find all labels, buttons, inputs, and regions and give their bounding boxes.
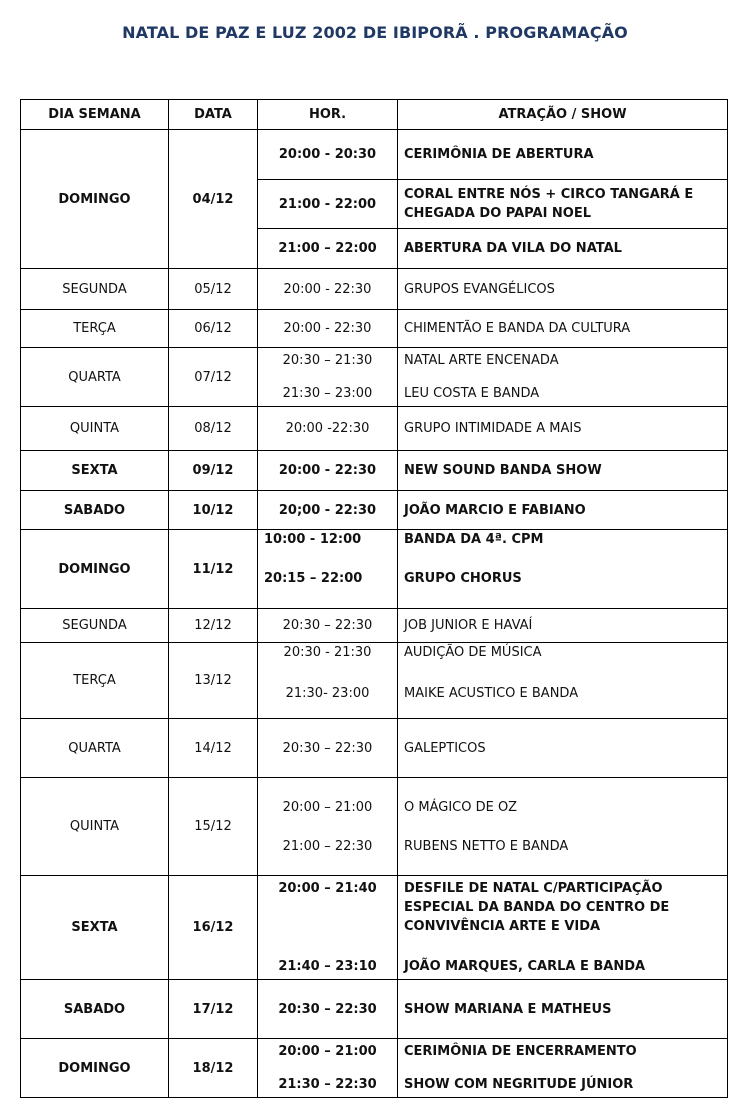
time-cell: 20:30 – 22:30 [258, 980, 398, 1039]
day-cell: SEXTA [21, 451, 169, 491]
header-show: ATRAÇÃO / SHOW [398, 100, 728, 130]
date-cell: 14/12 [169, 719, 258, 778]
time-slot-2: 21:30 – 23:00 [282, 386, 373, 401]
day-cell: SABADO [21, 491, 169, 530]
time-cell: 20:00 - 22:30 [258, 451, 398, 491]
show-cell: GRUPOS EVANGÉLICOS [398, 269, 728, 310]
time-cell: 21:00 - 22:00 [258, 180, 398, 229]
show-cell [398, 876, 728, 980]
day-cell: QUARTA [21, 719, 169, 778]
time-slot-2: 20:15 – 22:00 [264, 571, 363, 586]
time-cell: 20:30 – 22:30 [258, 719, 398, 778]
time-cell [258, 876, 398, 980]
table-row [21, 348, 728, 407]
show-slot-1: CERIMÔNIA DE ENCERRAMENTO [404, 1044, 637, 1059]
time-cell [258, 778, 398, 876]
show-cell: CERIMÔNIA DE ABERTURA [398, 130, 728, 180]
show-cell: GALEPTICOS [398, 719, 728, 778]
day-cell: SABADO [21, 980, 169, 1039]
table-row [21, 719, 728, 778]
time-cell: 20:00 - 20:30 [258, 130, 398, 180]
header-time: HOR. [258, 100, 398, 130]
show-cell: JOÃO MARCIO E FABIANO [398, 491, 728, 530]
table-row [21, 643, 728, 719]
schedule-table [20, 99, 728, 1098]
time-slot-2: 21:30 – 22:30 [278, 1077, 377, 1092]
table-row [21, 876, 728, 980]
date-cell: 16/12 [169, 876, 258, 980]
show-cell: SHOW MARIANA E MATHEUS [398, 980, 728, 1039]
date-cell: 04/12 [169, 130, 258, 269]
page-title: NATAL DE PAZ E LUZ 2002 DE IBIPORÃ . PROGRAMAÇÃO [122, 23, 628, 42]
table-row [21, 491, 728, 530]
table-row [21, 980, 728, 1039]
date-cell: 15/12 [169, 778, 258, 876]
header-row [21, 100, 728, 130]
show-cell: GRUPO INTIMIDADE A MAIS [398, 407, 728, 451]
show-slot-1: AUDIÇÃO DE MÚSICA [404, 645, 542, 660]
time-slot-1: 10:00 - 12:00 [264, 532, 362, 547]
time-slot-1: 20:30 - 21:30 [283, 645, 372, 660]
time-slot-2: 21:00 – 22:30 [282, 838, 373, 854]
show-slot-2: MAIKE ACUSTICO E BANDA [404, 686, 579, 701]
day-cell: TERÇA [21, 310, 169, 348]
show-slot-2: JOÃO MARQUES, CARLA E BANDA [404, 959, 646, 974]
show-cell [398, 778, 728, 876]
show-cell [398, 530, 728, 609]
show-slot-2: GRUPO CHORUS [404, 571, 522, 586]
day-cell: DOMINGO [21, 1039, 169, 1098]
date-cell: 05/12 [169, 269, 258, 310]
table-row [21, 407, 728, 451]
time-cell: 20:30 – 22:30 [258, 609, 398, 643]
header-day: DIA SEMANA [21, 100, 169, 130]
date-cell: 18/12 [169, 1039, 258, 1098]
day-cell: SEXTA [21, 876, 169, 980]
time-cell: 20:00 - 22:30 [258, 269, 398, 310]
time-cell: 20:00 -22:30 [258, 407, 398, 451]
time-cell: 20;00 - 22:30 [258, 491, 398, 530]
show-cell: NEW SOUND BANDA SHOW [398, 451, 728, 491]
day-cell: TERÇA [21, 643, 169, 719]
day-cell: SEGUNDA [21, 609, 169, 643]
show-cell: CHIMENTÃO E BANDA DA CULTURA [398, 310, 728, 348]
time-cell [258, 348, 398, 407]
time-slot-2: 21:30- 23:00 [285, 686, 370, 701]
date-cell: 13/12 [169, 643, 258, 719]
show-cell [398, 643, 728, 719]
time-slot-1: 20:00 – 21:00 [278, 1044, 377, 1059]
table-row [21, 530, 728, 609]
date-cell: 12/12 [169, 609, 258, 643]
time-slot-1: 20:30 – 21:30 [282, 353, 373, 368]
show-cell: JOB JUNIOR E HAVAÍ [398, 609, 728, 643]
date-cell: 10/12 [169, 491, 258, 530]
date-cell: 08/12 [169, 407, 258, 451]
date-cell: 17/12 [169, 980, 258, 1039]
table-row [21, 269, 728, 310]
table-row [21, 609, 728, 643]
time-cell [258, 1039, 398, 1098]
time-cell [258, 530, 398, 609]
show-slot-1: O MÁGICO DE OZ [404, 799, 518, 815]
time-cell: 21:00 – 22:00 [258, 229, 398, 269]
show-cell: ABERTURA DA VILA DO NATAL [398, 229, 728, 269]
date-cell: 11/12 [169, 530, 258, 609]
day-cell: QUARTA [21, 348, 169, 407]
show-slot-1: DESFILE DE NATAL C/PARTICIPAÇÃO ESPECIAL DA BANDA DO CENTRO DE CONVIVÊNCIA ARTE E VIDA [404, 881, 670, 934]
show-slot-2: LEU COSTA E BANDA [404, 386, 540, 401]
show-slot-1: BANDA DA 4ª. CPM [404, 532, 544, 547]
show-slot-2: SHOW COM NEGRITUDE JÚNIOR [404, 1077, 634, 1092]
show-cell [398, 1039, 728, 1098]
show-cell [398, 348, 728, 407]
day-cell: DOMINGO [21, 530, 169, 609]
time-slot-2: 21:40 – 23:10 [278, 959, 377, 974]
day-cell: QUINTA [21, 407, 169, 451]
date-cell: 06/12 [169, 310, 258, 348]
table-row [21, 451, 728, 491]
time-slot-1: 20:00 – 21:00 [282, 799, 373, 815]
table-row [21, 310, 728, 348]
day-cell: DOMINGO [21, 130, 169, 269]
show-cell: CORAL ENTRE NÓS + CIRCO TANGARÁ E CHEGADA DO PAPAI NOEL [398, 180, 728, 229]
time-cell: 20:00 - 22:30 [258, 310, 398, 348]
header-date: DATA [169, 100, 258, 130]
table-row [21, 778, 728, 876]
time-cell [258, 643, 398, 719]
date-cell: 07/12 [169, 348, 258, 407]
table-row [21, 1039, 728, 1098]
day-cell: SEGUNDA [21, 269, 169, 310]
day-cell: QUINTA [21, 778, 169, 876]
date-cell: 09/12 [169, 451, 258, 491]
table-row [21, 130, 728, 180]
show-slot-1: NATAL ARTE ENCENADA [404, 353, 559, 368]
show-slot-2: RUBENS NETTO E BANDA [404, 838, 569, 854]
time-slot-1: 20:00 – 21:40 [278, 881, 377, 896]
